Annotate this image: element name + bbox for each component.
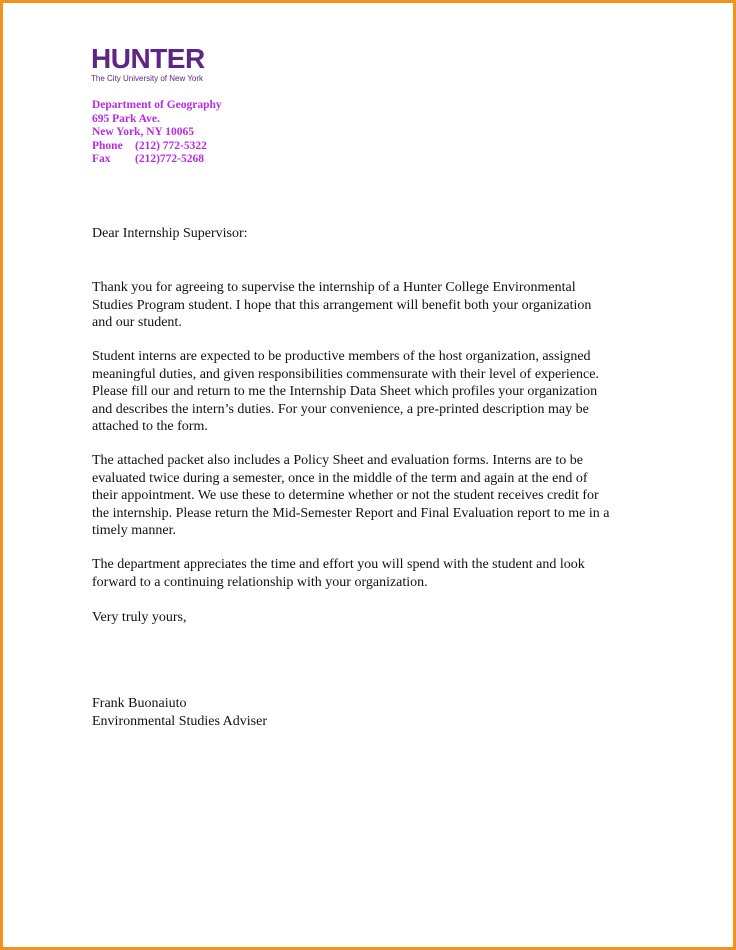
salutation-text: Dear Internship Supervisor: — [92, 226, 248, 241]
text-line: Thank you for agreeing to supervise the internship of a Hunter College Environmental — [92, 280, 576, 295]
signer-name: Frank Buonaiuto — [92, 696, 187, 711]
fax-label: Fax — [92, 153, 111, 166]
text-line: The department appreciates the time and effort you will spend with the student and look — [92, 557, 585, 572]
paragraph-4 — [92, 556, 585, 591]
text-line: the internship. Please return the Mid-Semester Report and Final Evaluation report to me in a — [92, 505, 610, 521]
phone-label: Phone — [92, 139, 123, 152]
department-address — [92, 99, 222, 167]
street-address: 695 Park Ave. — [92, 112, 160, 125]
text-line: and our student. — [92, 315, 182, 330]
text-line: Studies Program student. I hope that this arrangement will benefit both your organization — [92, 297, 592, 313]
text-line: timely manner. — [92, 523, 176, 538]
text-line: and describes the intern’s duties. For your convenience, a pre-printed description may be — [92, 401, 589, 417]
text-line: attached to the form. — [92, 419, 208, 434]
text-line: forward to a continuing relationship with your organization. — [92, 574, 428, 590]
department-name: Department of Geography — [92, 99, 222, 111]
phone-number: (212) 772-5322 — [135, 139, 207, 152]
fax-number: (212)772-5268 — [135, 153, 204, 166]
city-state-zip: New York, NY 10065 — [92, 126, 195, 139]
text-line: their appointment. We use these to determine whether or not the student receives credit for — [92, 488, 599, 503]
closing — [92, 609, 187, 627]
paragraph-1 — [92, 279, 591, 332]
logo-subtitle: The City University of New York — [91, 74, 204, 83]
text-line: Student interns are expected to be productive members of the host organization, assigned — [92, 349, 591, 364]
text-line: The attached packet also includes a Policy Sheet and evaluation forms. Interns are to be — [92, 453, 583, 468]
hunter-logo — [91, 45, 205, 84]
signer-title: Environmental Studies Adviser — [92, 713, 267, 729]
paragraph-2 — [92, 348, 599, 436]
phone-line — [92, 140, 222, 154]
text-line: evaluated twice during a semester, once in the middle of the term and again at the end of — [92, 470, 588, 486]
closing-text: Very truly yours, — [92, 610, 187, 625]
text-line: meaningful duties, and given responsibilities commensurate with their level of experience. — [92, 366, 599, 382]
paragraph-3 — [92, 452, 609, 540]
logo-wordmark: HUNTER — [91, 43, 205, 74]
text-line: Please fill our and return to me the Internship Data Sheet which profiles your organization — [92, 384, 598, 399]
fax-line — [92, 153, 222, 167]
salutation — [92, 225, 248, 243]
signature-block — [92, 695, 267, 730]
